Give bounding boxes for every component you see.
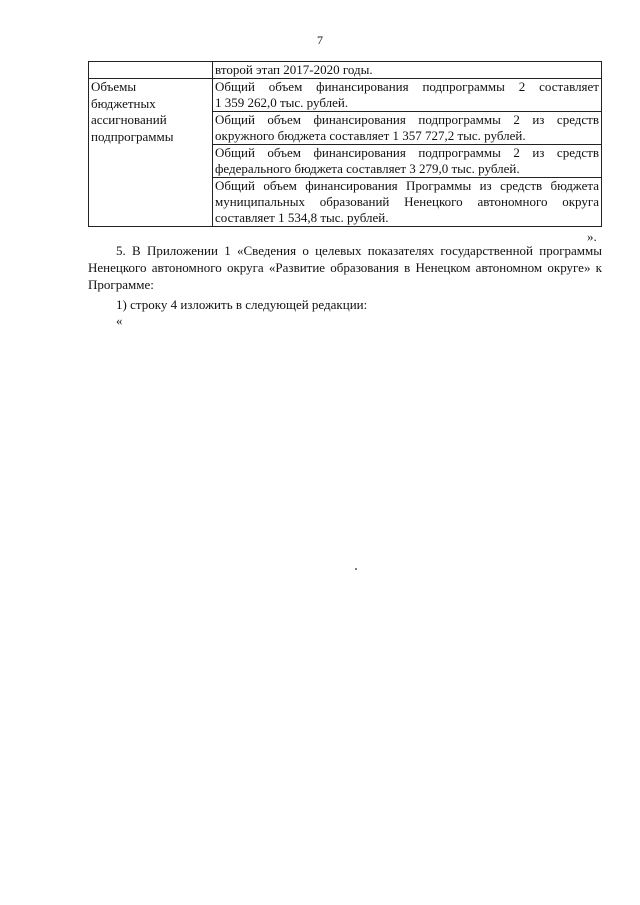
table-cell-empty [89, 62, 213, 79]
financing-block [215, 79, 599, 111]
text-line: составляет 1 534,8 тыс. рублей. [215, 210, 389, 225]
text-line: 1 359 262,0 тыс. рублей. [215, 95, 349, 110]
text-line: Общий объем финансирования Программы из средств бюджета [215, 178, 599, 193]
label-line: бюджетных [91, 95, 156, 111]
table-row [89, 62, 602, 79]
paragraph-5: 5. В Приложении 1 «Сведения о целевых показателях государственной программы Ненецкого автономного округа «Развитие образования в Ненецком автономном округе» к Программе: [88, 243, 602, 292]
program-table [88, 61, 602, 227]
page-number: 7 [317, 33, 323, 47]
text-line: федерального бюджета составляет 3 279,0 тыс. рублей. [215, 161, 520, 176]
text-line: муниципальных образований Ненецкого автономного округа [215, 194, 599, 209]
text-line: Общий объем финансирования подпрограммы 2 из средств [215, 145, 599, 160]
text-line: Общий объем финансирования подпрограммы 2 из средств [215, 112, 599, 127]
table-row [89, 79, 602, 227]
label-line: подпрограммы [91, 128, 174, 144]
financing-block [213, 177, 601, 226]
table-cell-financing [213, 79, 602, 227]
table-cell-label [89, 79, 213, 227]
label-line: ассигнований [91, 112, 167, 127]
label-line: Объемы [91, 79, 137, 94]
financing-block [213, 111, 601, 144]
item-1: 1) строку 4 изложить в следующей редакции: [116, 297, 368, 312]
table-cell-stage: второй этап 2017-2020 годы. [213, 62, 602, 79]
financing-block [213, 144, 601, 177]
scan-speck [355, 568, 357, 570]
opening-quote: « [116, 313, 123, 328]
text-line: окружного бюджета составляет 1 357 727,2 тыс. рублей. [215, 128, 526, 143]
closing-quote: ». [587, 229, 597, 244]
text-line: Общий объем финансирования подпрограммы 2 составляет [215, 79, 599, 94]
